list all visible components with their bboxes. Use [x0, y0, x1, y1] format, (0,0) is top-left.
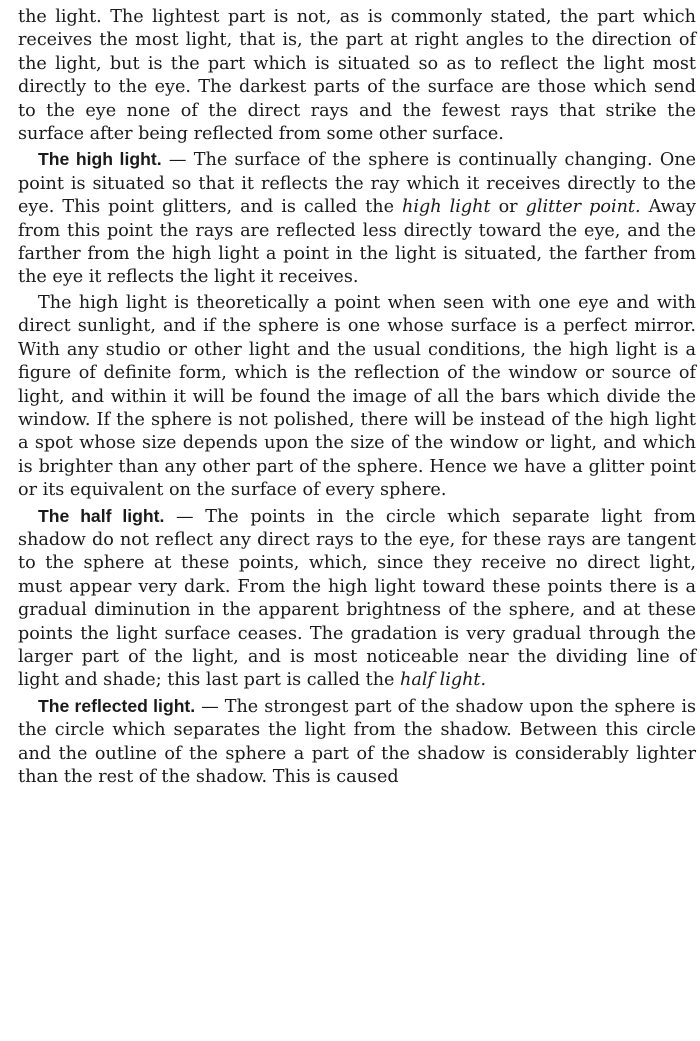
italic-term-half-light: half light.: [400, 670, 487, 691]
paragraph-text: or: [490, 197, 526, 218]
paragraph-text: — The points in the circle which separate light from shadow do not reflect any direct rays to the eye, for these rays are tangent to the sphere at these points, which, since they receive no direct light, must appear very dark. From the high light toward these points there is a gradual diminution in the apparent brightness of the sphere, and at these points the light surface ceases. The gradation is very gradual through the larger part of the light, and is most noticeable near the dividing line of light and shade; this last part is called the: [18, 506, 696, 691]
italic-term-high-light: high light: [402, 197, 491, 218]
paragraph-text: Away from this point the rays are reflected less directly toward the eye, and the farther from the high light a point in the light is situated, the farther from the eye it reflects the light it receives.: [18, 197, 697, 288]
paragraph-half-light: [18, 505, 696, 693]
paragraph-light-intro: the light. The lightest part is not, as is commonly stated, the part which receives the most light, that is, the part at right angles to the direction of the light, but is the part which is situated so as to reflect the light most directly to the eye. The darkest parts of the surface are those which send to the eye none of the direct rays and the fewest rays that strike the surface after being reflected from some other surface.: [18, 7, 696, 145]
section-heading-reflected-light: The reflected light.: [38, 695, 196, 716]
section-heading-half-light: The half light.: [38, 505, 165, 526]
paragraph-high-light-theory: The high light is theoretically a point when seen with one eye and with direct sunlight, and if the sphere is one whose surface is a perfect mirror. With any studio or other light and the usual conditions, the high light is a figure of definite form, which is the reflection of the window or source of light, and within it will be found the image of all the bars which divide the window. If the sphere is not polished, there will be instead of the high light a spot whose size depends upon the size of the window or light, and which is brighter than any other part of the sphere. Hence we have a glitter point or its equivalent on the surface of every sphere.: [18, 292, 696, 501]
paragraph-text: — The surface of the sphere is continually changing. One point is situated so that it reflects the ray which it receives directly to the eye. This point glitters, and is called the: [18, 150, 697, 218]
paragraph-text: — The strongest part of the shadow upon the sphere is the circle which separates the light from the shadow. Between this circle and the outline of the sphere a part of the shadow is considerably lighter than the rest of the shadow. This is caused: [18, 696, 696, 787]
paragraph-reflected-light: [18, 695, 696, 790]
paragraph-high-light: [18, 148, 696, 289]
section-heading-high-light: The high light.: [38, 149, 162, 170]
italic-term-glitter-point: glitter point.: [525, 197, 641, 218]
